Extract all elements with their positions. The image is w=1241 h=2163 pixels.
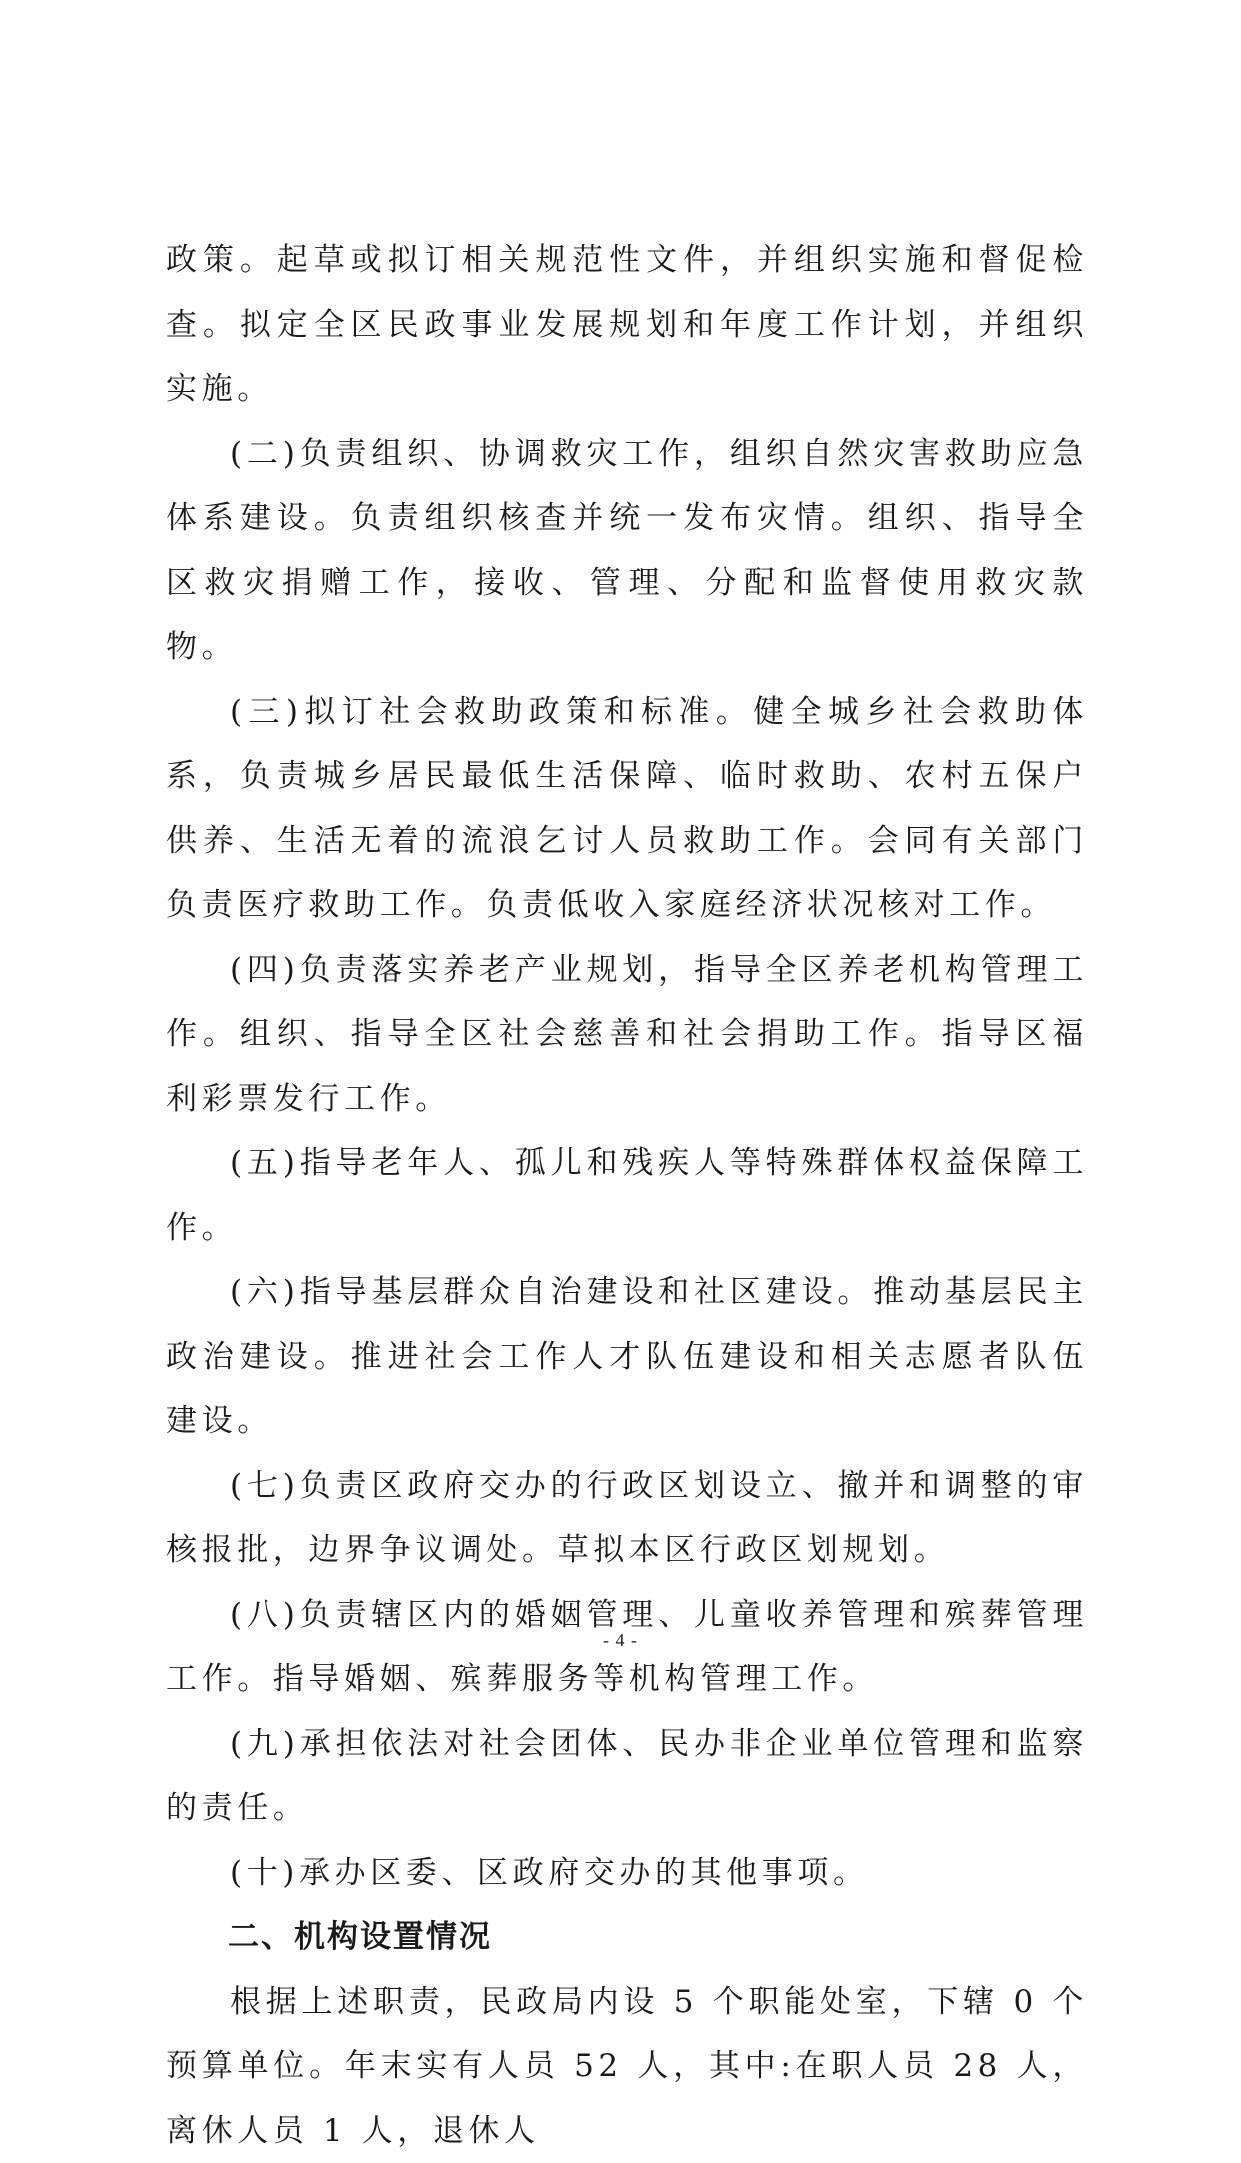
section-heading: 二、机构设置情况 [166,1905,1088,1970]
paragraph-item-2: (二)负责组织、协调救灾工作，组织自然灾害救助应急体系建设。负责组织核查并统一发布灾情。组织、指导全区救灾捐赠工作，接收、管理、分配和监督使用救灾款物。 [166,422,1088,680]
paragraph-item-8: (八)负责辖区内的婚姻管理、儿童收养管理和殡葬管理工作。指导婚姻、殡葬服务等机构管理工作。 [166,1583,1088,1712]
document-body [166,228,1088,2163]
paragraph-staffing: 根据上述职责，民政局内设 5 个职能处室，下辖 0 个预算单位。年末实有人员 52 人，其中:在职人员 28 人，离休人员 1 人，退休人 [166,1970,1088,2163]
page-number: - 4 - [0,1630,1241,1651]
paragraph-item-5: (五)指导老年人、孤儿和残疾人等特殊群体权益保障工作。 [166,1131,1088,1260]
paragraph-item-3: (三)拟订社会救助政策和标准。健全城乡社会救助体系，负责城乡居民最低生活保障、临时救助、农村五保户供养、生活无着的流浪乞讨人员救助工作。会同有关部门负责医疗救助工作。负责低收入家庭经济状况核对工作。 [166,680,1088,938]
paragraph-item-7: (七)负责区政府交办的行政区划设立、撤并和调整的审核报批，边界争议调处。草拟本区行政区划规划。 [166,1454,1088,1583]
paragraph-item-4: (四)负责落实养老产业规划，指导全区养老机构管理工作。组织、指导全区社会慈善和社会捐助工作。指导区福利彩票发行工作。 [166,938,1088,1132]
paragraph-item-10: (十)承办区委、区政府交办的其他事项。 [166,1841,1088,1906]
paragraph-continuation: 政策。起草或拟订相关规范性文件，并组织实施和督促检查。拟定全区民政事业发展规划和年度工作计划，并组织实施。 [166,228,1088,422]
paragraph-item-9: (九)承担依法对社会团体、民办非企业单位管理和监察的责任。 [166,1712,1088,1841]
paragraph-item-6: (六)指导基层群众自治建设和社区建设。推动基层民主政治建设。推进社会工作人才队伍建设和相关志愿者队伍建设。 [166,1260,1088,1454]
